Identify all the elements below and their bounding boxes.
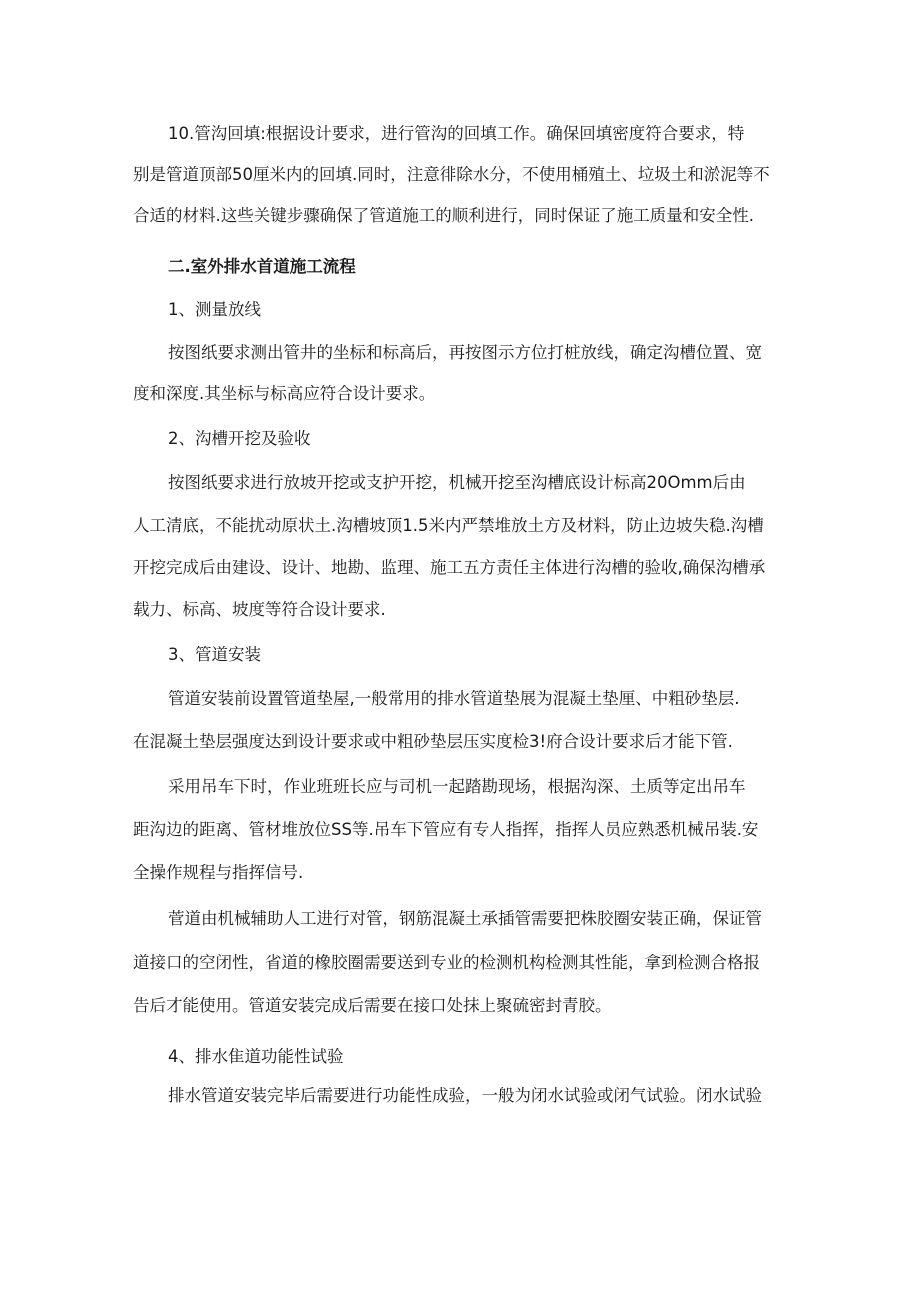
paragraph-crane-line-1: 采用吊车下时，作业班班长应与司机一起踏勘现场，根据沟深、土质等定出吊车 — [168, 777, 746, 796]
subheading-functional-test: 4、排水隹道功能性试验 — [168, 1047, 344, 1066]
paragraph-trench-line-1: 按图纸要求进行放坡开挖或支护开挖，机械开挖至沟槽底设计标高20Omm后由 — [168, 473, 746, 492]
subheading-survey: 1、测量放线 — [168, 300, 261, 319]
subheading-trench: 2、沟槽开挖及验收 — [168, 429, 311, 448]
paragraph-survey-line-2: 度和深度.其坐标与标高应符合设计要求。 — [133, 384, 436, 403]
paragraph-crane-line-2: 距沟边的距离、管材堆放位SS等.吊车下管应有专人指挥，指挥人员应熟悉机械吊装.安 — [133, 820, 759, 839]
paragraph-crane-line-3: 全操作规程与指挥信号. — [133, 863, 304, 882]
paragraph-backfill-line-1: 10.管沟回填:根据设计要求，进行管沟的回填工作。确保回填密度符合要求，特 — [168, 124, 745, 143]
paragraph-backfill-line-2: 别是管道顶部50厘米内的回填.同时，注意徘除水分，不使用桶殖土、垃圾土和淤泥等不 — [133, 165, 770, 184]
paragraph-bedding-line-1: 管道安装前设置管道垫屋,一般常用的排水管道垫展为混凝土垫厘、中粗砂垫层. — [168, 689, 740, 708]
paragraph-joint-line-3: 告后才能使用。管道安装完成后需要在接口处抹上聚硫密封青胶。 — [133, 996, 612, 1015]
paragraph-joint-line-1: 菅道由机械辅助人工进行对管，钢筋混凝土承插管需要把株胶圈安装正确，保证管 — [168, 909, 762, 928]
subheading-pipe-install: 3、管道安装 — [168, 645, 261, 664]
paragraph-trench-line-3: 开挖完成后由建设、设计、地勘、监理、施工五方责任主体进行沟槽的验收,确保沟槽承 — [133, 558, 766, 577]
section-heading: 二.室外排水首道施工流程 — [168, 257, 356, 276]
paragraph-trench-line-4: 载力、标高、坡度等符合设计要求. — [133, 600, 386, 619]
paragraph-bedding-line-2: 在混凝土垫层强度达到设计要求或中粗砂垫层压实度检3!府合设计要求后才能下管. — [133, 732, 733, 751]
paragraph-backfill-line-3: 合适的材料.这些关键步骤确保了管道施工的顺利进行，同时保证了施工质量和安全性. — [133, 206, 754, 225]
paragraph-test-line-1: 排水管道安装完毕后需要进行功能性成验，一般为闭水试验或闭气试验。闭水试验 — [168, 1086, 762, 1105]
paragraph-survey-line-1: 按图纸要求测出管井的坐标和标高后，再按图示方位打桩放线，确定沟槽位置、宽 — [168, 343, 762, 362]
paragraph-joint-line-2: 道接口的空闭性，省道的橡胶圈需要送到专业的检测机构检测其性能，拿到检测合格报 — [133, 953, 760, 972]
paragraph-trench-line-2: 人工清底，不能扰动原状土.沟槽坡顶1.5米内严禁堆放土方及材料，防止边坡失稳.沟槽 — [133, 516, 764, 535]
